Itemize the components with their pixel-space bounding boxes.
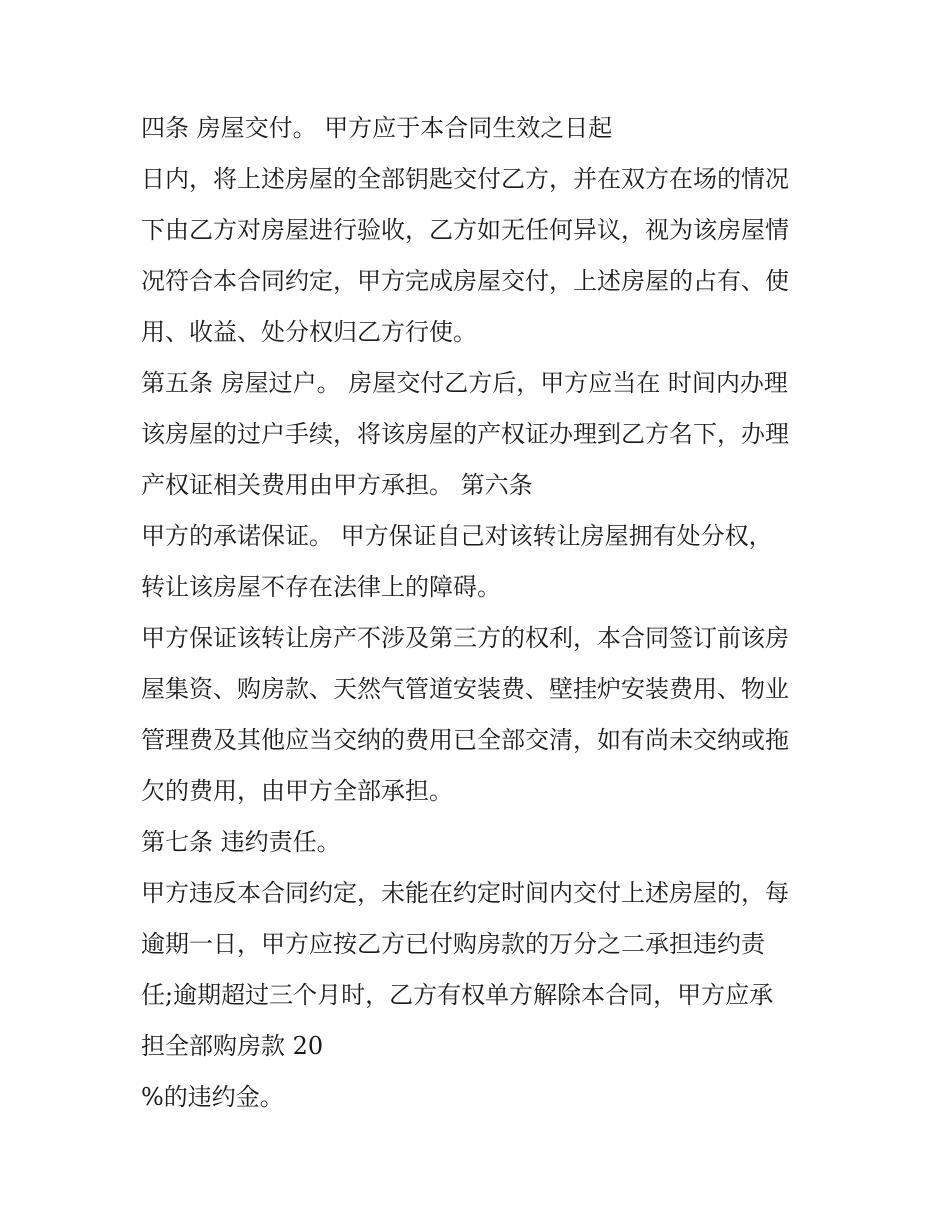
text-line: 转让该房屋不存在法律上的障碍。 (141, 573, 501, 601)
text-line: 甲方保证该转让房产不涉及第三方的权利，本合同签订前该房 (141, 624, 789, 652)
text-line: 用、收益、处分权归乙方行使。 (141, 318, 477, 346)
text-line: 屋集资、购房款、天然气管道安装费、壁挂炉安装费用、物业 (141, 675, 789, 703)
text-line: 该房屋的过户手续，将该房屋的产权证办理到乙方名下，办理 (141, 420, 789, 448)
text-line: 日内，将上述房屋的全部钥匙交付乙方，并在双方在场的情况 (141, 165, 789, 193)
text-line: 产权证相关费用由甲方承担。 第六条 (141, 471, 533, 499)
text-line: 逾期一日，甲方应按乙方已付购房款的万分之二承担违约责 (141, 930, 765, 958)
text-line: 欠的费用，由甲方全部承担。 (141, 777, 453, 805)
text-line: 下由乙方对房屋进行验收，乙方如无任何异议，视为该房屋情 (141, 216, 789, 244)
text-line: 担全部购房款 20 (141, 1032, 324, 1060)
text-line: 第七条 违约责任。 (141, 828, 341, 856)
text-line: 四条 房屋交付。 甲方应于本合同生效之日起 (141, 114, 613, 142)
text-line: 任;逾期超过三个月时，乙方有权单方解除本合同，甲方应承 (141, 981, 774, 1009)
text-line: 管理费及其他应当交纳的费用已全部交清，如有尚未交纳或拖 (141, 726, 789, 754)
text-line: 甲方违反本合同约定，未能在约定时间内交付上述房屋的，每 (141, 879, 789, 907)
text-line: %的违约金。 (141, 1083, 284, 1111)
text-line: 第五条 房屋过户。 房屋交付乙方后，甲方应当在 时间内办理 (141, 369, 788, 397)
text-line: 甲方的承诺保证。 甲方保证自己对该转让房屋拥有处分权， (141, 522, 773, 550)
text-line: 况符合本合同约定，甲方完成房屋交付，上述房屋的占有、使 (141, 267, 789, 295)
